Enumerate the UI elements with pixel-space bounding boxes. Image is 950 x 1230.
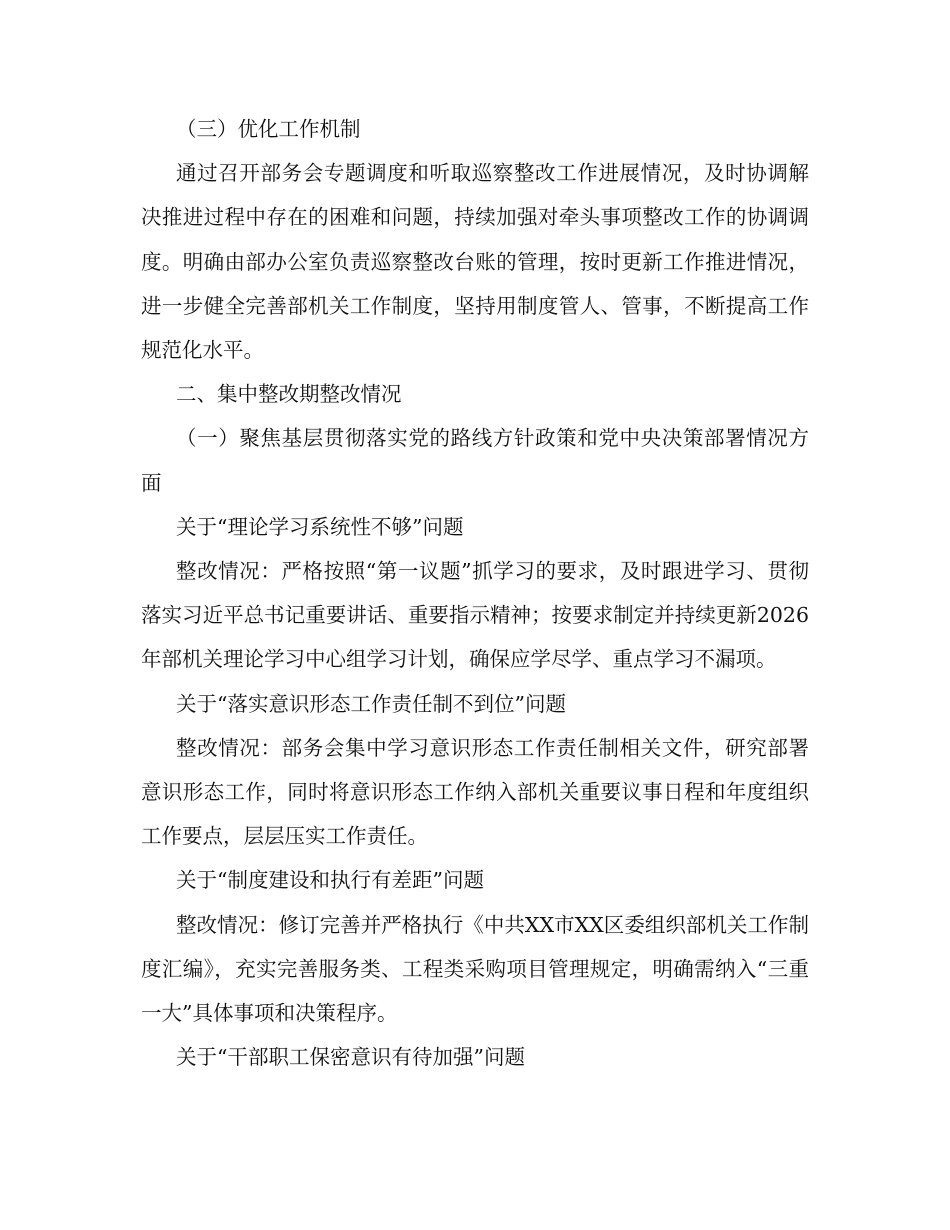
rectification-paragraph: 整改情况：修订完善并严格执行《中共XX市XX区委组织部机关工作制度汇编》，充实完善服务类、工程类采购项目管理规定，明确需纳入“三重一大”具体事项和决策程序。 xyxy=(141,912,809,1026)
issue-heading: 关于“落实意识形态工作责任制不到位”问题 xyxy=(176,691,566,716)
subsection-heading-grassroots-implementation: （一）聚焦基层贯彻落实党的路线方针政策和党中央决策部署情况方面 xyxy=(141,426,809,495)
subsection-heading-optimize-mechanism: （三）优化工作机制 xyxy=(176,117,361,141)
document-body xyxy=(141,107,809,1079)
rectification-paragraph: 整改情况：部务会集中学习意识形态工作责任制相关文件，研究部署意识形态工作，同时将意识形态工作纳入部机关重要议事日程和年度组织工作要点，层层压实工作责任。 xyxy=(141,735,809,849)
issue-heading: 关于“制度建设和执行有差距”问题 xyxy=(176,868,484,893)
issue-heading: 关于“理论学习系统性不够”问题 xyxy=(176,514,464,539)
rectification-paragraph: 整改情况：严格按照“第一议题”抓学习的要求，及时跟进学习、贯彻落实习近平总书记重要讲话、重要指示精神；按要求制定并持续更新2026年部机关理论学习中心组学习计划，确保应学尽学、重点学习不漏项。 xyxy=(141,559,809,672)
section-heading-concentrated-rectification: 二、集中整改期整改情况 xyxy=(176,382,402,407)
body-paragraph: 通过召开部务会专题调度和听取巡察整改工作进展情况，及时协调解决推进过程中存在的困难和问题，持续加强对牵头事项整改工作的协调调度。明确由部办公室负责巡察整改台账的管理，按时更新工作推进情况，进一步健全完善部机关工作制度，坚持用制度管人、管事，不断提高工作规范化水平。 xyxy=(141,161,809,363)
issue-heading: 关于“干部职工保密意识有待加强”问题 xyxy=(176,1045,525,1070)
